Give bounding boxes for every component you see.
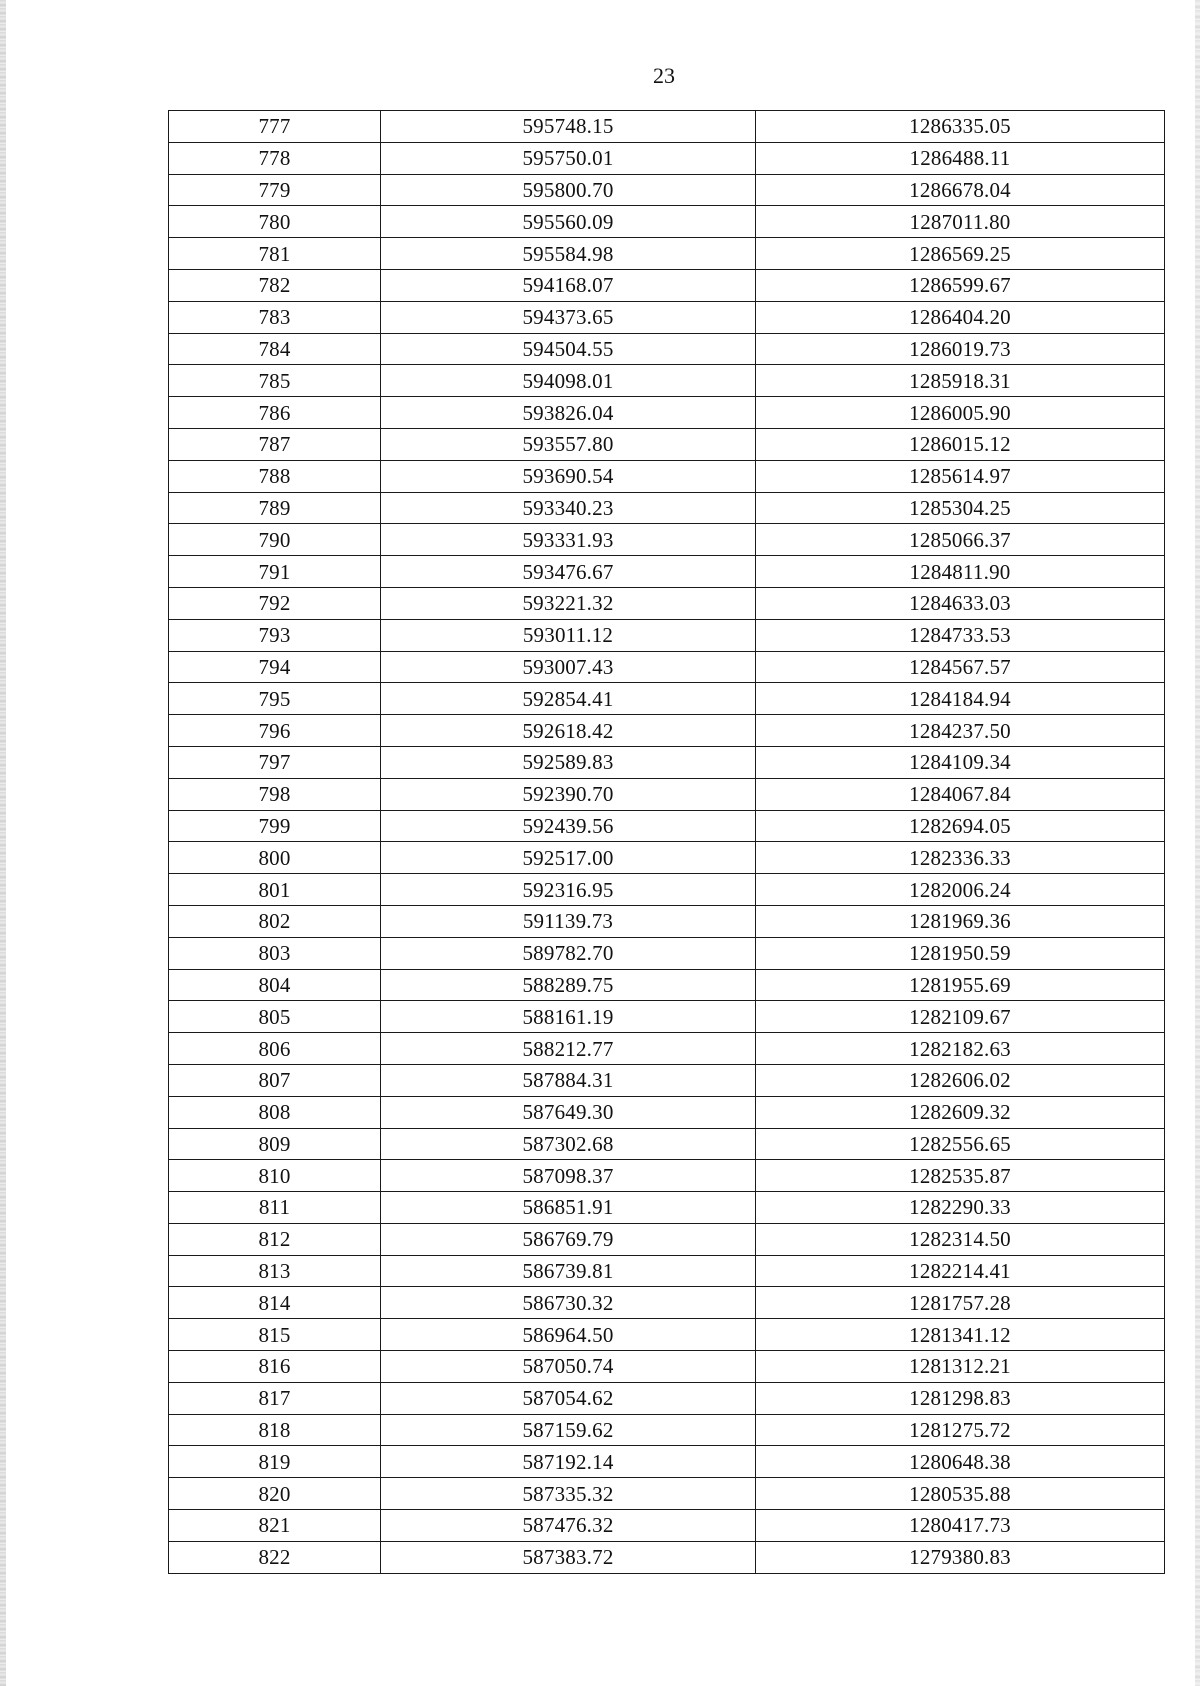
point-number-cell: 810 [169, 1160, 381, 1192]
table-row [169, 1287, 1165, 1319]
x-coordinate-cell: 594504.55 [381, 333, 756, 365]
table-row [169, 1192, 1165, 1224]
x-coordinate-cell: 587884.31 [381, 1064, 756, 1096]
y-coordinate-cell: 1281298.83 [756, 1382, 1165, 1414]
y-coordinate-cell: 1286404.20 [756, 301, 1165, 333]
y-coordinate-cell: 1280648.38 [756, 1446, 1165, 1478]
point-number-cell: 808 [169, 1096, 381, 1128]
y-coordinate-cell: 1286569.25 [756, 238, 1165, 270]
y-coordinate-cell: 1282109.67 [756, 1001, 1165, 1033]
table-row [169, 1510, 1165, 1542]
y-coordinate-cell: 1279380.83 [756, 1541, 1165, 1573]
x-coordinate-cell: 586730.32 [381, 1287, 756, 1319]
y-coordinate-cell: 1281969.36 [756, 905, 1165, 937]
point-number-cell: 811 [169, 1192, 381, 1224]
x-coordinate-cell: 587050.74 [381, 1351, 756, 1383]
y-coordinate-cell: 1286015.12 [756, 428, 1165, 460]
point-number-cell: 794 [169, 651, 381, 683]
table-row [169, 492, 1165, 524]
point-number-cell: 793 [169, 619, 381, 651]
x-coordinate-cell: 594373.65 [381, 301, 756, 333]
x-coordinate-cell: 592390.70 [381, 778, 756, 810]
point-number-cell: 821 [169, 1510, 381, 1542]
y-coordinate-cell: 1281312.21 [756, 1351, 1165, 1383]
table-row [169, 206, 1165, 238]
y-coordinate-cell: 1282609.32 [756, 1096, 1165, 1128]
x-coordinate-cell: 591139.73 [381, 905, 756, 937]
point-number-cell: 778 [169, 142, 381, 174]
x-coordinate-cell: 592439.56 [381, 810, 756, 842]
x-coordinate-cell: 587649.30 [381, 1096, 756, 1128]
table-row [169, 1096, 1165, 1128]
x-coordinate-cell: 587302.68 [381, 1128, 756, 1160]
x-coordinate-cell: 587098.37 [381, 1160, 756, 1192]
point-number-cell: 805 [169, 1001, 381, 1033]
y-coordinate-cell: 1286019.73 [756, 333, 1165, 365]
x-coordinate-cell: 595800.70 [381, 174, 756, 206]
table-row [169, 556, 1165, 588]
y-coordinate-cell: 1280417.73 [756, 1510, 1165, 1542]
table-row [169, 1478, 1165, 1510]
x-coordinate-cell: 587192.14 [381, 1446, 756, 1478]
point-number-cell: 799 [169, 810, 381, 842]
y-coordinate-cell: 1282606.02 [756, 1064, 1165, 1096]
table-row [169, 1382, 1165, 1414]
point-number-cell: 789 [169, 492, 381, 524]
point-number-cell: 809 [169, 1128, 381, 1160]
point-number-cell: 803 [169, 937, 381, 969]
table-row [169, 174, 1165, 206]
y-coordinate-cell: 1282214.41 [756, 1255, 1165, 1287]
x-coordinate-cell: 587476.32 [381, 1510, 756, 1542]
x-coordinate-cell: 593007.43 [381, 651, 756, 683]
point-number-cell: 779 [169, 174, 381, 206]
x-coordinate-cell: 589782.70 [381, 937, 756, 969]
x-coordinate-cell: 593340.23 [381, 492, 756, 524]
table-row [169, 1255, 1165, 1287]
x-coordinate-cell: 594168.07 [381, 269, 756, 301]
point-number-cell: 786 [169, 397, 381, 429]
table-row [169, 460, 1165, 492]
point-number-cell: 788 [169, 460, 381, 492]
x-coordinate-cell: 594098.01 [381, 365, 756, 397]
x-coordinate-cell: 592517.00 [381, 842, 756, 874]
table-row [169, 969, 1165, 1001]
table-row [169, 301, 1165, 333]
y-coordinate-cell: 1284567.57 [756, 651, 1165, 683]
x-coordinate-cell: 586964.50 [381, 1319, 756, 1351]
y-coordinate-cell: 1286599.67 [756, 269, 1165, 301]
point-number-cell: 777 [169, 111, 381, 143]
y-coordinate-cell: 1282182.63 [756, 1033, 1165, 1065]
table-row [169, 874, 1165, 906]
table-row [169, 365, 1165, 397]
y-coordinate-cell: 1281275.72 [756, 1414, 1165, 1446]
x-coordinate-cell: 593476.67 [381, 556, 756, 588]
y-coordinate-cell: 1286005.90 [756, 397, 1165, 429]
x-coordinate-cell: 595750.01 [381, 142, 756, 174]
page-number: 23 [653, 63, 675, 88]
y-coordinate-cell: 1285918.31 [756, 365, 1165, 397]
y-coordinate-cell: 1284237.50 [756, 715, 1165, 747]
y-coordinate-cell: 1281341.12 [756, 1319, 1165, 1351]
y-coordinate-cell: 1282535.87 [756, 1160, 1165, 1192]
y-coordinate-cell: 1282006.24 [756, 874, 1165, 906]
point-number-cell: 798 [169, 778, 381, 810]
table-row [169, 842, 1165, 874]
point-number-cell: 782 [169, 269, 381, 301]
y-coordinate-cell: 1281955.69 [756, 969, 1165, 1001]
coordinate-table [168, 110, 1165, 1574]
y-coordinate-cell: 1281950.59 [756, 937, 1165, 969]
y-coordinate-cell: 1284067.84 [756, 778, 1165, 810]
table-row [169, 810, 1165, 842]
table-row [169, 142, 1165, 174]
x-coordinate-cell: 587054.62 [381, 1382, 756, 1414]
table-row [169, 683, 1165, 715]
x-coordinate-cell: 588161.19 [381, 1001, 756, 1033]
y-coordinate-cell: 1285304.25 [756, 492, 1165, 524]
y-coordinate-cell: 1286335.05 [756, 111, 1165, 143]
table-row [169, 778, 1165, 810]
point-number-cell: 787 [169, 428, 381, 460]
coordinate-table-body [169, 111, 1165, 1574]
y-coordinate-cell: 1282694.05 [756, 810, 1165, 842]
point-number-cell: 814 [169, 1287, 381, 1319]
x-coordinate-cell: 593331.93 [381, 524, 756, 556]
y-coordinate-cell: 1280535.88 [756, 1478, 1165, 1510]
y-coordinate-cell: 1282314.50 [756, 1223, 1165, 1255]
y-coordinate-cell: 1287011.80 [756, 206, 1165, 238]
point-number-cell: 806 [169, 1033, 381, 1065]
x-coordinate-cell: 592854.41 [381, 683, 756, 715]
table-row [169, 1446, 1165, 1478]
x-coordinate-cell: 592589.83 [381, 746, 756, 778]
point-number-cell: 820 [169, 1478, 381, 1510]
x-coordinate-cell: 592316.95 [381, 874, 756, 906]
table-row [169, 397, 1165, 429]
y-coordinate-cell: 1284733.53 [756, 619, 1165, 651]
x-coordinate-cell: 593690.54 [381, 460, 756, 492]
y-coordinate-cell: 1281757.28 [756, 1287, 1165, 1319]
point-number-cell: 785 [169, 365, 381, 397]
point-number-cell: 796 [169, 715, 381, 747]
x-coordinate-cell: 593557.80 [381, 428, 756, 460]
table-row [169, 1064, 1165, 1096]
point-number-cell: 822 [169, 1541, 381, 1573]
x-coordinate-cell: 587159.62 [381, 1414, 756, 1446]
table-row [169, 1128, 1165, 1160]
y-coordinate-cell: 1284184.94 [756, 683, 1165, 715]
x-coordinate-cell: 595748.15 [381, 111, 756, 143]
table-row [169, 1351, 1165, 1383]
point-number-cell: 781 [169, 238, 381, 270]
table-row [169, 746, 1165, 778]
point-number-cell: 791 [169, 556, 381, 588]
table-row [169, 1541, 1165, 1573]
point-number-cell: 792 [169, 587, 381, 619]
point-number-cell: 819 [169, 1446, 381, 1478]
x-coordinate-cell: 586739.81 [381, 1255, 756, 1287]
point-number-cell: 812 [169, 1223, 381, 1255]
x-coordinate-cell: 588289.75 [381, 969, 756, 1001]
table-row [169, 619, 1165, 651]
x-coordinate-cell: 587335.32 [381, 1478, 756, 1510]
table-row [169, 524, 1165, 556]
table-row [169, 651, 1165, 683]
y-coordinate-cell: 1286488.11 [756, 142, 1165, 174]
table-row [169, 333, 1165, 365]
point-number-cell: 802 [169, 905, 381, 937]
point-number-cell: 815 [169, 1319, 381, 1351]
x-coordinate-cell: 592618.42 [381, 715, 756, 747]
point-number-cell: 801 [169, 874, 381, 906]
point-number-cell: 790 [169, 524, 381, 556]
table-row [169, 1319, 1165, 1351]
y-coordinate-cell: 1285066.37 [756, 524, 1165, 556]
x-coordinate-cell: 593826.04 [381, 397, 756, 429]
table-row [169, 111, 1165, 143]
point-number-cell: 795 [169, 683, 381, 715]
x-coordinate-cell: 586769.79 [381, 1223, 756, 1255]
table-row [169, 1160, 1165, 1192]
table-row [169, 269, 1165, 301]
point-number-cell: 797 [169, 746, 381, 778]
x-coordinate-cell: 588212.77 [381, 1033, 756, 1065]
table-row [169, 1033, 1165, 1065]
table-row [169, 238, 1165, 270]
point-number-cell: 813 [169, 1255, 381, 1287]
x-coordinate-cell: 595584.98 [381, 238, 756, 270]
point-number-cell: 784 [169, 333, 381, 365]
table-row [169, 587, 1165, 619]
y-coordinate-cell: 1282556.65 [756, 1128, 1165, 1160]
point-number-cell: 818 [169, 1414, 381, 1446]
scan-edge-left [0, 0, 6, 1686]
table-row [169, 715, 1165, 747]
y-coordinate-cell: 1284633.03 [756, 587, 1165, 619]
point-number-cell: 817 [169, 1382, 381, 1414]
y-coordinate-cell: 1282290.33 [756, 1192, 1165, 1224]
point-number-cell: 804 [169, 969, 381, 1001]
point-number-cell: 780 [169, 206, 381, 238]
x-coordinate-cell: 593011.12 [381, 619, 756, 651]
point-number-cell: 783 [169, 301, 381, 333]
point-number-cell: 800 [169, 842, 381, 874]
x-coordinate-cell: 587383.72 [381, 1541, 756, 1573]
table-row [169, 905, 1165, 937]
y-coordinate-cell: 1282336.33 [756, 842, 1165, 874]
point-number-cell: 816 [169, 1351, 381, 1383]
y-coordinate-cell: 1284811.90 [756, 556, 1165, 588]
table-row [169, 1414, 1165, 1446]
table-row [169, 1001, 1165, 1033]
y-coordinate-cell: 1284109.34 [756, 746, 1165, 778]
y-coordinate-cell: 1286678.04 [756, 174, 1165, 206]
table-row [169, 937, 1165, 969]
x-coordinate-cell: 586851.91 [381, 1192, 756, 1224]
y-coordinate-cell: 1285614.97 [756, 460, 1165, 492]
x-coordinate-cell: 593221.32 [381, 587, 756, 619]
point-number-cell: 807 [169, 1064, 381, 1096]
table-row [169, 1223, 1165, 1255]
scan-edge-right [1195, 0, 1200, 1686]
x-coordinate-cell: 595560.09 [381, 206, 756, 238]
table-row [169, 428, 1165, 460]
